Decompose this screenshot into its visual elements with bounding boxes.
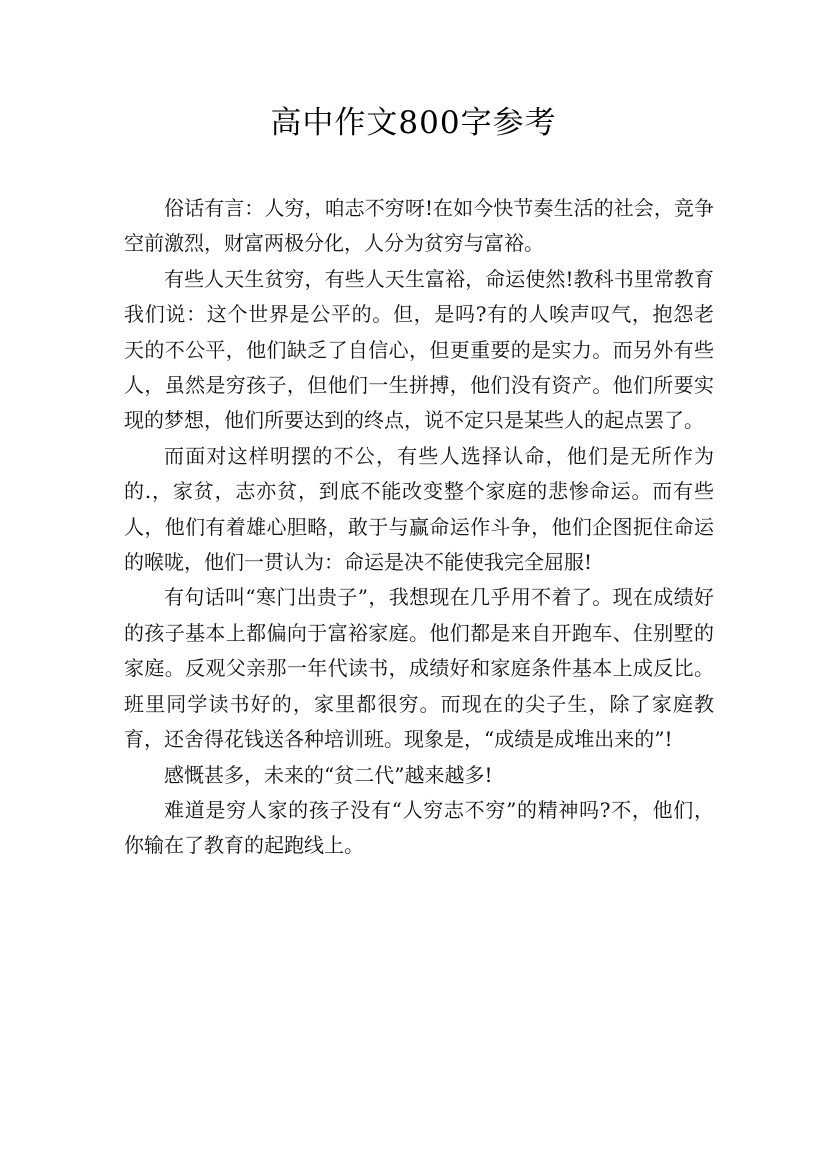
paragraph: 俗话有言：人穷，咱志不穷呀!在如今快节奏生活的社会，竞争空前激烈，财富两极分化，人分为贫穷与富裕。 (124, 196, 714, 256)
paragraph: 有句话叫“寒门出贵子”，我想现在几乎用不着了。现在成绩好的孩子基本上都偏向于富裕家庭。他们都是来自开跑车、住别墅的家庭。反观父亲那一年代读书，成绩好和家庭条件基本上成反比。班里同学读书好的，家里都很穷。而现在的尖子生，除了家庭教育，还舍得花钱送各种培训班。现象是，“成绩是成堆出来的”! (124, 585, 714, 752)
document-title: 高中作文800字参考 (270, 105, 557, 141)
paragraph: 感慨甚多，未来的“贫二代”越来越多! (164, 762, 493, 787)
paragraph: 而面对这样明摆的不公，有些人选择认命，他们是无所作为的.，家贫，志亦贫，到底不能改变整个家庭的悲惨命运。而有些人，他们有着雄心胆略，敢于与赢命运作斗争，他们企图扼住命运的喉咙，他们一贯认为：命运是决不能使我完全屈服! (124, 443, 714, 575)
document-body (124, 191, 714, 864)
paragraph: 难道是穷人家的孩子没有“人穷志不穷”的精神吗?不，他们，你输在了教育的起跑线上。 (124, 797, 714, 858)
paragraph: 有些人天生贫穷，有些人天生富裕，命运使然!教科书里常教育我们说：这个世界是公平的。但，是吗?有的人唉声叹气，抱怨老天的不公平，他们缺乏了自信心，但更重要的是实力。而另外有些人，虽然是穷孩子，但他们一生拼搏，他们没有资产。他们所要实现的梦想，他们所要达到的终点，说不定只是某些人的起点罢了。 (124, 266, 714, 433)
